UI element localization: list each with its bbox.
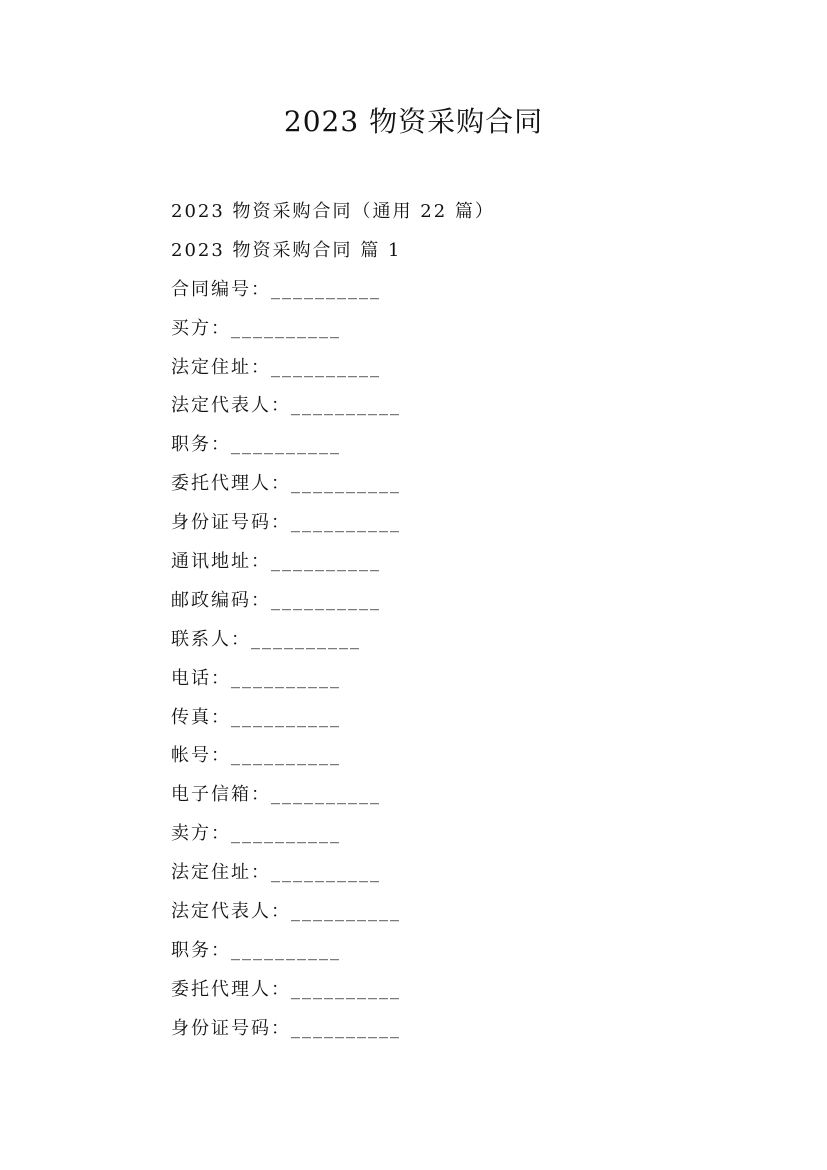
field-line-contract-number: 合同编号：__________ <box>171 278 381 300</box>
field-line-seller-address: 法定住址：__________ <box>171 862 381 884</box>
field-line-seller-legal-rep: 法定代表人：__________ <box>171 901 401 923</box>
field-line-buyer-account: 帐号：__________ <box>171 745 341 767</box>
subtitle-line: 2023 物资采购合同（通用 22 篇） <box>171 201 495 222</box>
section-heading: 2023 物资采购合同 篇 1 <box>171 239 402 261</box>
field-line-buyer-email: 电子信箱：__________ <box>171 784 381 806</box>
field-line-seller-agent: 委托代理人：__________ <box>171 978 401 1000</box>
field-line-buyer: 买方：__________ <box>171 317 341 339</box>
field-line-buyer-phone: 电话：__________ <box>171 667 341 689</box>
field-line-seller-id-number: 身份证号码：__________ <box>171 1017 401 1039</box>
field-line-buyer-postal-code: 邮政编码：__________ <box>171 589 381 611</box>
field-line-buyer-id-number: 身份证号码：__________ <box>171 512 401 534</box>
field-line-buyer-fax: 传真：__________ <box>171 706 341 728</box>
field-line-buyer-position: 职务：__________ <box>171 434 341 456</box>
field-line-buyer-legal-rep: 法定代表人：__________ <box>171 395 401 417</box>
field-line-seller: 卖方：__________ <box>171 823 341 845</box>
document-body <box>171 193 771 1049</box>
field-line-buyer-address: 法定住址：__________ <box>171 356 381 378</box>
field-line-seller-position: 职务：__________ <box>171 939 341 961</box>
field-line-buyer-contact: 联系人：__________ <box>171 628 361 650</box>
field-line-buyer-agent: 委托代理人：__________ <box>171 473 401 495</box>
field-line-buyer-mailing-address: 通讯地址：__________ <box>171 551 381 573</box>
document-title: 2023 物资采购合同 <box>283 105 544 138</box>
